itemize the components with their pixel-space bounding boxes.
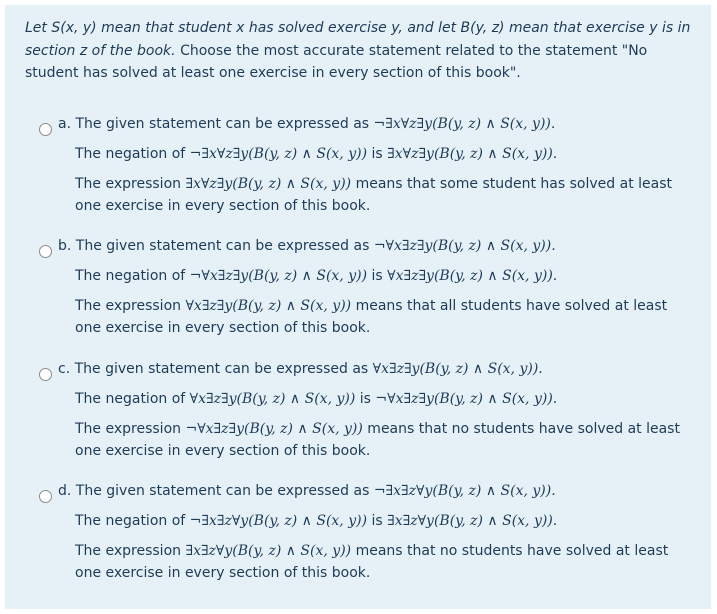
option-b-negation: The negation of ¬∀x∃z∃y(B(y, z) ∧ S(x, y)) is ∀x∃z∃y(B(y, z) ∧ S(x, y)). <box>75 268 558 284</box>
answer-options <box>5 5 711 609</box>
option-a-negation: The negation of ¬∃x∀z∃y(B(y, z) ∧ S(x, y)) is ∃x∀z∃y(B(y, z) ∧ S(x, y)). <box>75 146 558 162</box>
radio-button-a[interactable] <box>39 123 52 136</box>
option-b-statement[interactable]: b. The given statement can be expressed as ¬∀x∃z∃y(B(y, z) ∧ S(x, y)). <box>58 238 556 254</box>
option-d-negation: The negation of ¬∃x∃z∀y(B(y, z) ∧ S(x, y)) is ∃x∃z∀y(B(y, z) ∧ S(x, y)). <box>75 513 558 529</box>
radio-button-c[interactable] <box>39 368 52 381</box>
option-a-meaning: The expression ∃x∀z∃y(B(y, z) ∧ S(x, y)) means that some student has solved at least one exercise in every section of this book. <box>75 176 672 214</box>
option-d-statement[interactable]: d. The given statement can be expressed as ¬∃x∃z∀y(B(y, z) ∧ S(x, y)). <box>58 483 556 499</box>
option-b-meaning: The expression ∀x∃z∃y(B(y, z) ∧ S(x, y)) means that all students have solved at least one exercise in every section of this book. <box>75 298 668 336</box>
radio-button-d[interactable] <box>39 490 52 503</box>
question-lead: Let S(x, y) mean that student x has solved exercise y, and let B(y, z) mean that exercise y is in section z of the book. <box>25 20 691 59</box>
radio-button-b[interactable] <box>39 245 52 258</box>
option-d-meaning: The expression ∃x∃z∀y(B(y, z) ∧ S(x, y)) means that no students have solved at least one exercise in every section of this book. <box>75 543 669 581</box>
option-a-statement[interactable]: a. The given statement can be expressed as ¬∃x∀z∃y(B(y, z) ∧ S(x, y)). <box>58 116 556 132</box>
option-c-meaning: The expression ¬∀x∃z∃y(B(y, z) ∧ S(x, y)) means that no students have solved at least one exercise in every section of this book. <box>75 421 680 459</box>
option-c-statement[interactable]: c. The given statement can be expressed as ∀x∃z∃y(B(y, z) ∧ S(x, y)). <box>58 361 543 377</box>
question-panel <box>5 5 711 609</box>
option-c-negation: The negation of ∀x∃z∃y(B(y, z) ∧ S(x, y)) is ¬∀x∃z∃y(B(y, z) ∧ S(x, y)). <box>75 391 558 407</box>
question-tail: Choose the most accurate statement related to the statement "No student has solved at least one exercise in every section of this book". <box>25 42 648 81</box>
